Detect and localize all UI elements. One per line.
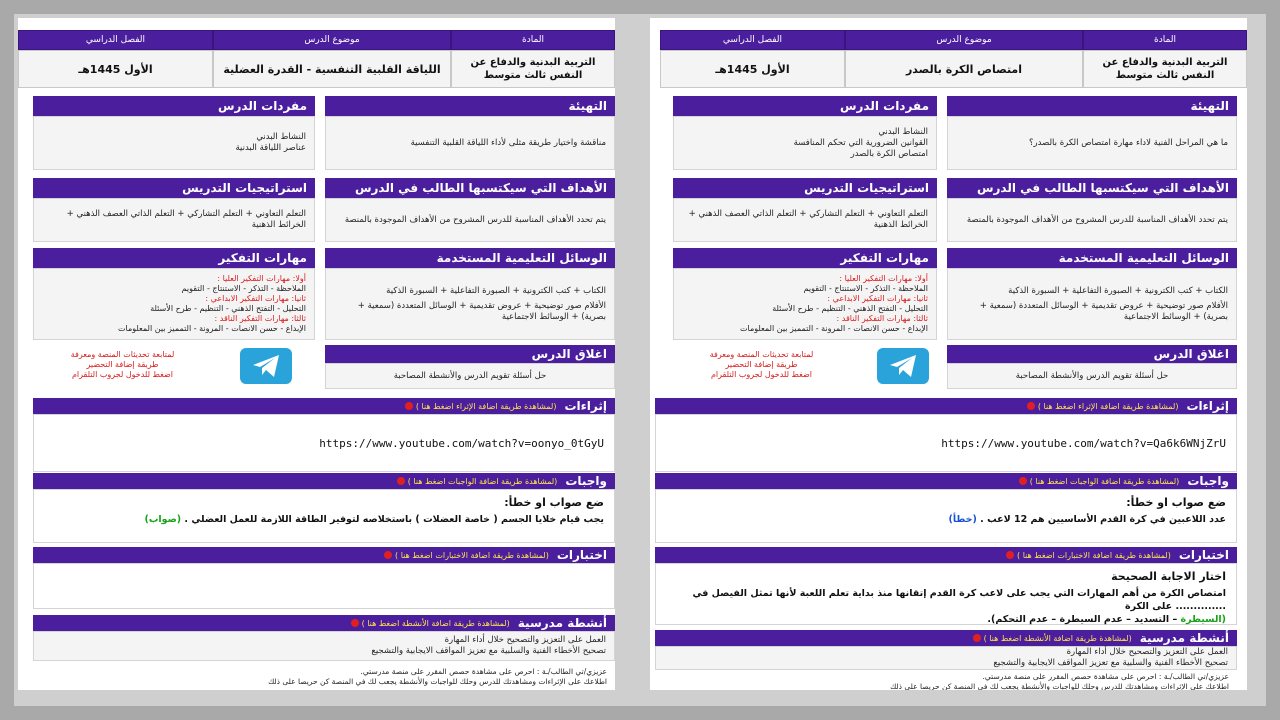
- homework-box: [33, 489, 615, 543]
- thinking-title: [33, 248, 315, 268]
- prep-title: [947, 96, 1237, 116]
- enrich-help-link[interactable]: [405, 402, 557, 411]
- strategies-title: [673, 178, 937, 198]
- prep-title-text: التهيئة: [568, 99, 607, 113]
- activities-line-2: تصحيح الأخطاء الفنية والسلبية مع تعزيز المواقف الايجابية والتشجيع: [993, 658, 1228, 668]
- enrich-bar: [33, 398, 615, 414]
- telegram-link[interactable]: [877, 348, 929, 384]
- tests-title: اختبارات: [556, 548, 607, 562]
- homework-bar: [33, 473, 615, 489]
- closing-text: حل أسئلة تقويم الدرس والأنشطة المصاحبة: [393, 370, 547, 381]
- thinking-line-1: أولا: مهارات التفكير العليا :: [839, 274, 928, 283]
- homework-help-link[interactable]: [1019, 477, 1180, 486]
- aids-title-text: الوسائل التعليمية المستخدمة: [436, 251, 607, 265]
- thinking-line-2: الملاحظة - التذكر - الاستنتاج - التقويم: [803, 284, 928, 293]
- click-icon: [405, 402, 413, 410]
- activities-line-2: تصحيح الأخطاء الفنية والسلبية مع تعزيز المواقف الايجابية والتشجيع: [371, 646, 606, 656]
- aids-title-text: الوسائل التعليمية المستخدمة: [1058, 251, 1229, 265]
- topic-value: امتصاص الكرة بالصدر: [845, 50, 1083, 88]
- homework-help-link[interactable]: [397, 477, 558, 486]
- vocab-line-1: النشاط البدني: [878, 126, 928, 137]
- activities-title: أنشطة مدرسية: [517, 616, 607, 630]
- activities-box: [655, 646, 1237, 670]
- vocab-box: [673, 116, 937, 170]
- promo-line-3: اضغط للدخول لجروب التلقرام: [710, 370, 813, 379]
- homework-help-text: (لمشاهدة طريقة اضافة الواجبات اضغط هنا ): [1029, 476, 1180, 486]
- activities-help-link[interactable]: [973, 634, 1132, 643]
- thinking-title: [673, 248, 937, 268]
- thinking-line-4: التحليل - التفتح الذهني - التنظيم - طرح الأسئلة: [150, 304, 306, 313]
- thinking-line-6: الإبداع - حسن الانصات - المرونة - التمميز بين المعلومات: [740, 324, 928, 333]
- goals-text: يتم تحدد الأهداف المناسبة للدرس المشروح من الأهداف الموجودة بالمنصة: [966, 214, 1228, 225]
- goals-text: يتم تحدد الأهداف المناسبة للدرس المشروح من الأهداف الموجودة بالمنصة: [344, 214, 606, 225]
- closing-title: [325, 345, 615, 363]
- homework-question-title: ضع صواب او خطأ:: [504, 496, 604, 509]
- click-icon: [397, 477, 405, 485]
- closing-title: [947, 345, 1237, 363]
- click-icon: [351, 619, 359, 627]
- vocab-line-2: القوانين الضرورية التي تحكم المنافسة: [793, 137, 928, 148]
- enrich-title: إثراءات: [564, 399, 607, 413]
- homework-bar: [655, 473, 1237, 489]
- goals-title-text: الأهداف التي سيكتسبها الطالب في الدرس: [976, 181, 1229, 195]
- thinking-line-1: أولا: مهارات التفكير العليا :: [217, 274, 306, 283]
- telegram-icon[interactable]: [877, 348, 929, 384]
- lesson-page-right: [650, 18, 1247, 690]
- closing-box: [947, 363, 1237, 389]
- promo-line-1: لمتابعة تحديثات المنصة ومعرفة: [70, 350, 175, 359]
- footer-line-1: عزيزي/تي الطالب/ـة : احرص على مشاهدة حصص المقرر على منصة مدرستي.: [360, 667, 607, 676]
- tests-bar: [33, 547, 615, 563]
- goals-box: [947, 198, 1237, 242]
- closing-title-text: اغلاق الدرس: [531, 347, 607, 361]
- enrich-help-text: (لمشاهدة طريقة اضافة الإثراء اضغط هنا ): [415, 401, 557, 411]
- activities-line-1: العمل على التعزيز والتصحيح خلال أداء المهارة: [1066, 647, 1228, 657]
- homework-title: واجبات: [1187, 474, 1229, 488]
- promo-line-2: طريقة إضافة التحضير: [86, 360, 159, 369]
- homework-question-title: ضع صواب او خطأ:: [1126, 496, 1226, 509]
- thinking-line-6: الإبداع - حسن الانصات - المرونة - التمميز بين المعلومات: [118, 324, 306, 333]
- thinking-title-text: مهارات التفكير: [840, 251, 929, 265]
- vocab-title-text: مفردات الدرس: [217, 99, 307, 113]
- tests-box: [655, 563, 1237, 625]
- click-icon: [1019, 477, 1027, 485]
- tests-help-link[interactable]: [1006, 551, 1171, 560]
- tests-help-text: (لمشاهدة طريقة اضافة الاختبارات اضغط هنا ): [1017, 550, 1171, 560]
- prep-text: ما هي المراحل الفنية لاداء مهارة امتصاص الكرة بالصدر؟: [1029, 137, 1228, 148]
- homework-box: [655, 489, 1237, 543]
- goals-box: [325, 198, 615, 242]
- aids-box: [325, 268, 615, 340]
- vocab-title-text: مفردات الدرس: [839, 99, 929, 113]
- promo-line-1: لمتابعة تحديثات المنصة ومعرفة: [709, 350, 814, 359]
- promo-line-3: اضغط للدخول لجروب التلقرام: [71, 370, 174, 379]
- prep-box: [947, 116, 1237, 170]
- enrich-url[interactable]: https://www.youtube.com/watch?v=oonyo_0tGyU: [33, 414, 615, 472]
- tests-bar: [655, 547, 1237, 563]
- test-question-text: امتصاص الكرة من أهم المهارات التي يجب على لاعب كرة القدم إتقانها منذ بداية تعلم اللعبة لأنها تمثل الفيصل في .............. على الكرة: [692, 588, 1226, 612]
- enrich-help-text: (لمشاهدة طريقة اضافة الإثراء اضغط هنا ): [1037, 401, 1179, 411]
- strategies-title-text: استراتيجيات التدريس: [804, 181, 929, 195]
- homework-answer: (صواب): [144, 514, 182, 525]
- footer-line-2: اطلاعك على الإثراءات ومشاهدتك للدرس وحلك للواجبات والأنشطة يجعب لك في المنصة كن حريصا على ذلك: [268, 677, 607, 686]
- activities-help-text: (لمشاهدة طريقة اضافة الأنشطة اضغط هنا ): [361, 618, 510, 628]
- vocab-line-3: امتصاص الكرة بالصدر: [850, 148, 928, 159]
- activities-bar: [33, 615, 615, 631]
- goals-title: [947, 178, 1237, 198]
- goals-title-text: الأهداف التي سيكتسبها الطالب في الدرس: [354, 181, 607, 195]
- strategies-text: التعلم التعاوني + التعلم التشاركي + التعلم الذاتي العصف الذهني + الخرائط الذهنية: [688, 209, 928, 230]
- thinking-line-3: ثانيا: مهارات التفكير الابداعي :: [205, 294, 306, 303]
- telegram-promo[interactable]: [35, 350, 210, 380]
- header-topic-label: موضوع الدرس: [213, 30, 451, 50]
- aids-line-2: الأفلام صور توضيحية + عروض تقديمية + الوسائل المتعددة (سمعية + بصرية) + الوسائط الاجتماعية: [357, 300, 606, 322]
- activities-box: [33, 631, 615, 661]
- header-topic-label: موضوع الدرس: [845, 30, 1083, 50]
- footer-line-2: اطلاعك على الإثراءات ومشاهدتك للدرس وحلك للواجبات والأنشطة يجعب لك في المنصة كن حريصا على ذلك: [890, 682, 1229, 690]
- prep-title: [325, 96, 615, 116]
- enrich-title: إثراءات: [1186, 399, 1229, 413]
- header-semester-label: الفصل الدراسي: [18, 30, 213, 50]
- prep-text: مناقشة واختيار طريقة مثلى لأداء اللياقة القلبية التنفسية: [410, 137, 606, 148]
- homework-question: [666, 513, 1226, 526]
- goals-title: [325, 178, 615, 198]
- tests-help-text: (لمشاهدة طريقة اضافة الاختبارات اضغط هنا ): [395, 550, 549, 560]
- thinking-title-text: مهارات التفكير: [218, 251, 307, 265]
- strategies-box: [33, 198, 315, 242]
- header-subject-label: المادة: [1083, 30, 1247, 50]
- activities-bar: [655, 630, 1237, 646]
- thinking-line-2: الملاحظة - التذكر - الاستنتاج - التقويم: [181, 284, 306, 293]
- tests-title: اختبارات: [1178, 548, 1229, 562]
- strategies-text: التعلم التعاوني + التعلم التشاركي + التعلم الذاتي العصف الذهني + الخرائط الذهنية: [66, 209, 306, 230]
- subject-value: التربية البدنية والدفاع عن النفس ثالث متوسط: [1083, 50, 1247, 88]
- thinking-box: [673, 268, 937, 340]
- aids-line-1: الكتاب + كتب الكترونية + الصبورة التفاعلية + السبورة الذكية: [1008, 285, 1228, 296]
- homework-help-text: (لمشاهدة طريقة اضافة الواجبات اضغط هنا ): [407, 476, 558, 486]
- footer-line-1: عزيزي/تي الطالب/ـة : احرص على مشاهدة حصص المقرر على منصة مدرستي.: [982, 672, 1229, 681]
- click-icon: [973, 634, 981, 642]
- click-icon: [384, 551, 392, 559]
- enrich-help-link[interactable]: [1027, 402, 1179, 411]
- thinking-box: [33, 268, 315, 340]
- vocab-title: [33, 96, 315, 116]
- aids-line-2: الأفلام صور توضيحية + عروض تقديمية + الوسائل المتعددة (سمعية + بصرية) + الوسائط الاجتماعية: [979, 300, 1228, 322]
- closing-box: [325, 363, 615, 389]
- vocab-title: [673, 96, 937, 116]
- enrich-url[interactable]: https://www.youtube.com/watch?v=Qa6k6WNjZrU: [655, 414, 1237, 472]
- activities-title: أنشطة مدرسية: [1139, 631, 1229, 645]
- thinking-line-5: ثالثا: مهارات التفكير الناقد :: [214, 314, 306, 323]
- aids-title: [947, 248, 1237, 268]
- thinking-line-5: ثالثا: مهارات التفكير الناقد :: [836, 314, 928, 323]
- strategies-title: [33, 178, 315, 198]
- semester-value: الأول 1445هـ: [660, 50, 845, 88]
- header-subject-label: المادة: [451, 30, 615, 50]
- student-note: [33, 663, 615, 690]
- tests-box: [33, 563, 615, 609]
- homework-question: [44, 513, 604, 526]
- homework-question-text: عدد اللاعبين في كرة القدم الأساسيين هم 12 لاعب .: [980, 514, 1226, 525]
- click-icon: [1006, 551, 1014, 559]
- aids-line-1: الكتاب + كتب الكترونية + الصبورة التفاعلية + السبورة الذكية: [386, 285, 606, 296]
- vocab-line-2: عناصر اللياقة البدنية: [235, 143, 306, 153]
- prep-title-text: التهيئة: [1190, 99, 1229, 113]
- vocab-line-1: النشاط البدني: [256, 132, 306, 142]
- test-question-title: اختار الاجابة الصحيحة: [1111, 570, 1226, 583]
- telegram-icon[interactable]: [240, 348, 292, 384]
- test-correct-answer: (السيطرة: [1180, 614, 1226, 625]
- semester-value: الأول 1445هـ: [18, 50, 213, 88]
- thinking-line-4: التحليل - التفتح الذهني - التنظيم - طرح الأسئلة: [772, 304, 928, 313]
- lesson-page-left: [18, 18, 615, 690]
- promo-line-2: طريقة إضافة التحضير: [725, 360, 798, 369]
- prep-box: [325, 116, 615, 170]
- closing-text: حل أسئلة تقويم الدرس والأنشطة المصاحبة: [1015, 370, 1169, 381]
- click-icon: [1027, 402, 1035, 410]
- activities-help-link[interactable]: [351, 619, 510, 628]
- test-answers: [666, 613, 1226, 626]
- closing-title-text: اغلاق الدرس: [1153, 347, 1229, 361]
- aids-title: [325, 248, 615, 268]
- strategies-title-text: استراتيجيات التدريس: [182, 181, 307, 195]
- thinking-line-3: ثانيا: مهارات التفكير الابداعي :: [827, 294, 928, 303]
- telegram-promo[interactable]: [674, 350, 849, 380]
- strategies-box: [673, 198, 937, 242]
- tests-help-link[interactable]: [384, 551, 549, 560]
- topic-value: اللياقة القلبية التنفسية - القدرة العضلية: [213, 50, 451, 88]
- homework-title: واجبات: [565, 474, 607, 488]
- subject-value: التربية البدنية والدفاع عن النفس ثالث متوسط: [451, 50, 615, 88]
- activities-line-1: العمل على التعزيز والتصحيح خلال أداء المهارة: [444, 635, 606, 645]
- homework-question-text: يجب قيام خلايا الجسم ( خاصة العضلات ) باستخلاصه لتوفير الطاقة اللازمة للعمل العضلي .: [184, 514, 604, 525]
- header-semester-label: الفصل الدراسي: [660, 30, 845, 50]
- activities-help-text: (لمشاهدة طريقة اضافة الأنشطة اضغط هنا ): [983, 633, 1132, 643]
- vocab-box: [33, 116, 315, 170]
- enrich-bar: [655, 398, 1237, 414]
- test-other-answers: – التسديد – عدم السيطرة – عدم التحكم).: [987, 614, 1178, 625]
- aids-box: [947, 268, 1237, 340]
- homework-answer: (خطأ): [948, 514, 977, 525]
- telegram-link[interactable]: [240, 348, 292, 384]
- student-note: [655, 670, 1237, 690]
